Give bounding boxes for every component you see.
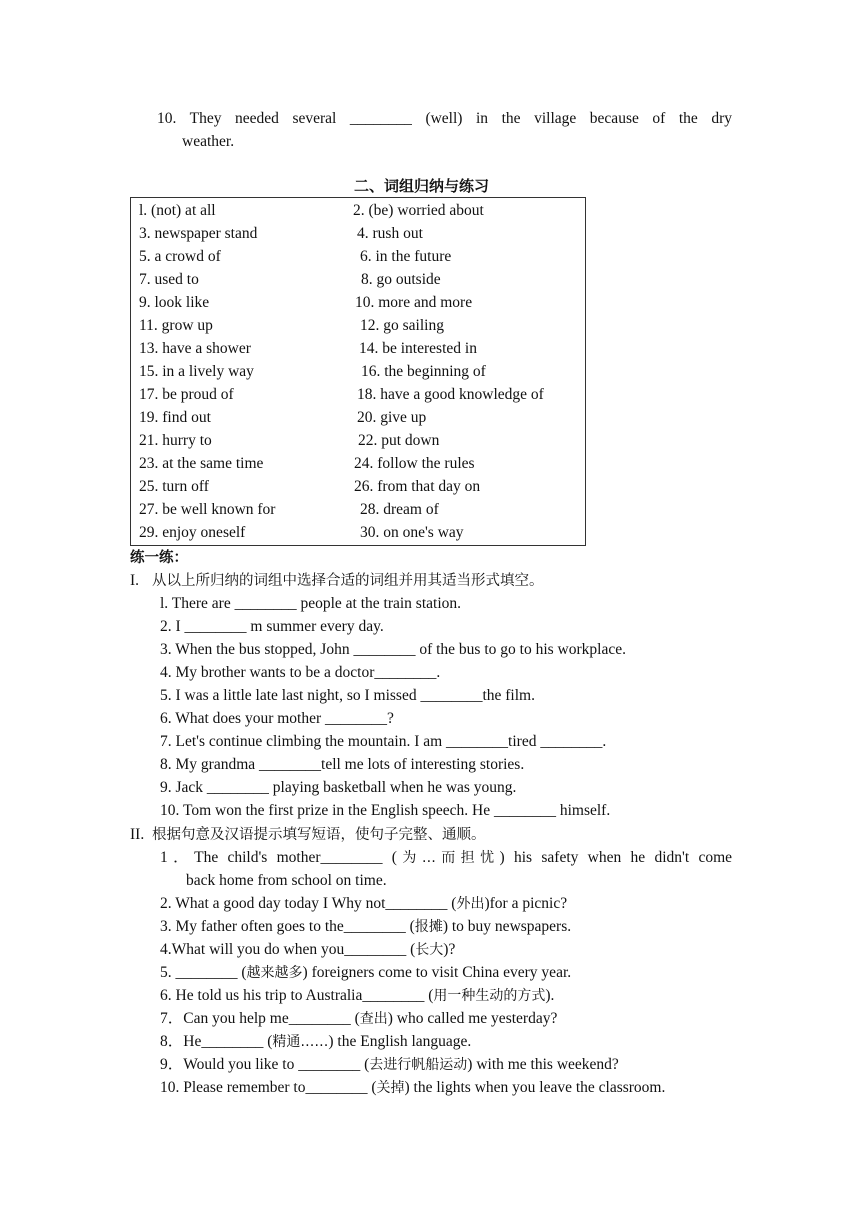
item-text: 4.What will you do when you________ ( [160, 941, 416, 958]
part-1-heading [130, 569, 544, 593]
phrase-cell: 23. at the same time [139, 455, 264, 472]
phrase-cell: 30. on one's way [360, 524, 464, 541]
phrase-row [131, 314, 585, 337]
part-instruction: 根据句意及汉语提示填写短语，使句子完整、通顺。 [152, 827, 486, 843]
phrase-cell: 20. give up [357, 409, 427, 426]
chinese-hint: 去进行帆船运动 [369, 1057, 468, 1073]
item-text: 3. My father often goes to the________ ( [160, 918, 415, 935]
item-text: 5. ________ ( [160, 964, 247, 981]
phrase-cell: 17. be proud of [139, 386, 234, 403]
exercise-item: 5. I was a little late last night, so I missed ________the film. [160, 687, 535, 704]
exercise-item: 8. My grandma ________tell me lots of interesting stories. [160, 756, 525, 773]
chinese-hint: 报摊 [414, 919, 443, 935]
phrase-table [130, 197, 586, 546]
phrase-cell: 24. follow the rules [354, 455, 475, 472]
practice-title: 练一练： [130, 550, 188, 566]
item-text: ) who called me yesterday? [387, 1010, 558, 1027]
phrase-cell: 14. be interested in [359, 340, 477, 357]
exercise-item [160, 938, 455, 962]
item-text: ) the lights when you leave the classroom. [404, 1079, 666, 1096]
exercise-item [160, 915, 571, 939]
phrase-cell: 13. have a shower [139, 340, 251, 357]
question-10-line: 10. They needed several ________ (well) in the village because of the dry [157, 110, 732, 127]
phrase-row [131, 360, 585, 383]
question-10-continuation: weather. [182, 133, 235, 150]
item-text: )? [443, 941, 456, 958]
phrase-cell: 3. newspaper stand [139, 225, 258, 242]
item-text: ) the English language. [328, 1033, 472, 1050]
phrase-row [131, 475, 585, 498]
chinese-hint: 外出 [456, 896, 485, 912]
item-text: ) his safety when he didn't come [499, 849, 733, 866]
phrase-cell: 6. in the future [360, 248, 452, 265]
phrase-cell: 28. dream of [360, 501, 439, 518]
exercise-item [160, 961, 571, 985]
exercise-item [160, 984, 554, 1008]
item-text: ). [545, 987, 555, 1004]
phrase-cell: 15. in a lively way [139, 363, 254, 380]
item-text: 2. What a good day today I Why not________ ( [160, 895, 457, 912]
item-text: 7．Can you help me________ ( [160, 1010, 360, 1027]
chinese-hint: 精通…… [272, 1034, 329, 1050]
item-text: 8．He________ ( [160, 1033, 273, 1050]
exercise-item [160, 1076, 665, 1100]
exercise-item [160, 1007, 557, 1031]
phrase-row [131, 291, 585, 314]
exercise-item [160, 1030, 471, 1054]
phrase-cell: 26. from that day on [354, 478, 481, 495]
phrase-cell: l. (not) at all [139, 202, 216, 219]
chinese-hint: 用一种生动的方式 [433, 988, 546, 1004]
part-instruction: 从以上所归纳的词组中选择合适的词组并用其适当形式填空。 [152, 573, 544, 589]
phrase-row [131, 452, 585, 475]
exercise-item: 2. I ________ m summer every day. [160, 618, 384, 635]
part-number: II. [130, 826, 145, 843]
phrase-cell: 22. put down [358, 432, 440, 449]
phrase-cell: 19. find out [139, 409, 211, 426]
exercise-item: 6. What does your mother ________? [160, 710, 394, 727]
phrase-cell: 10. more and more [355, 294, 473, 311]
exercise-item [160, 846, 732, 870]
part-2-heading [130, 823, 486, 847]
phrase-cell: 25. turn off [139, 478, 209, 495]
chinese-hint: 越来越多 [246, 965, 303, 981]
item-text: 9．Would you like to ________ ( [160, 1056, 370, 1073]
item-text: ) with me this weekend? [467, 1056, 619, 1073]
phrase-row [131, 383, 585, 406]
item-text: )for a picnic? [484, 895, 568, 912]
exercise-item [160, 1053, 619, 1077]
part-number: I. [130, 572, 140, 589]
chinese-hint: 关掉 [376, 1080, 405, 1096]
phrase-row [131, 268, 585, 291]
phrase-cell: 5. a crowd of [139, 248, 221, 265]
chinese-hint: 为…而担忧 [396, 850, 500, 866]
exercise-item-continuation: back home from school on time. [186, 872, 387, 889]
item-text: 6. He told us his trip to Australia________ ( [160, 987, 434, 1004]
item-text: ) to buy newspapers. [442, 918, 572, 935]
phrase-cell: 18. have a good knowledge of [357, 386, 544, 403]
phrase-row [131, 222, 585, 245]
phrase-row [131, 498, 585, 521]
phrase-cell: 21. hurry to [139, 432, 212, 449]
phrase-cell: 11. grow up [139, 317, 213, 334]
exercise-item: l. There are ________ people at the train station. [160, 595, 462, 612]
phrase-cell: 16. the beginning of [361, 363, 486, 380]
phrase-row [131, 199, 585, 222]
phrase-cell: 4. rush out [357, 225, 423, 242]
phrase-cell: 27. be well known for [139, 501, 276, 518]
phrase-cell: 9. look like [139, 294, 210, 311]
chinese-hint: 长大 [415, 942, 444, 958]
phrase-cell: 7. used to [139, 271, 199, 288]
item-text: 10. Please remember to________ ( [160, 1079, 377, 1096]
item-text: 1．The child's mother________ ( [160, 849, 397, 866]
phrase-cell: 29. enjoy oneself [139, 524, 246, 541]
phrase-cell: 2. (be) worried about [353, 202, 484, 219]
exercise-item: 7. Let's continue climbing the mountain. I am ________tired ________. [160, 733, 607, 750]
phrase-row [131, 521, 585, 544]
phrase-row [131, 337, 585, 360]
phrase-cell: 12. go sailing [360, 317, 444, 334]
section-title: 二、词组归纳与练习 [354, 177, 490, 195]
phrase-row [131, 245, 585, 268]
phrase-cell: 8. go outside [361, 271, 441, 288]
exercise-item [160, 892, 567, 916]
phrase-row [131, 429, 585, 452]
exercise-item: 4. My brother wants to be a doctor________. [160, 664, 441, 681]
exercise-item: 10. Tom won the first prize in the English speech. He ________ himself. [160, 802, 611, 819]
exercise-item: 9. Jack ________ playing basketball when he was young. [160, 779, 517, 796]
phrase-row [131, 406, 585, 429]
exercise-item: 3. When the bus stopped, John ________ of the bus to go to his workplace. [160, 641, 626, 658]
item-text: ) foreigners come to visit China every year. [302, 964, 572, 981]
chinese-hint: 查出 [359, 1011, 388, 1027]
